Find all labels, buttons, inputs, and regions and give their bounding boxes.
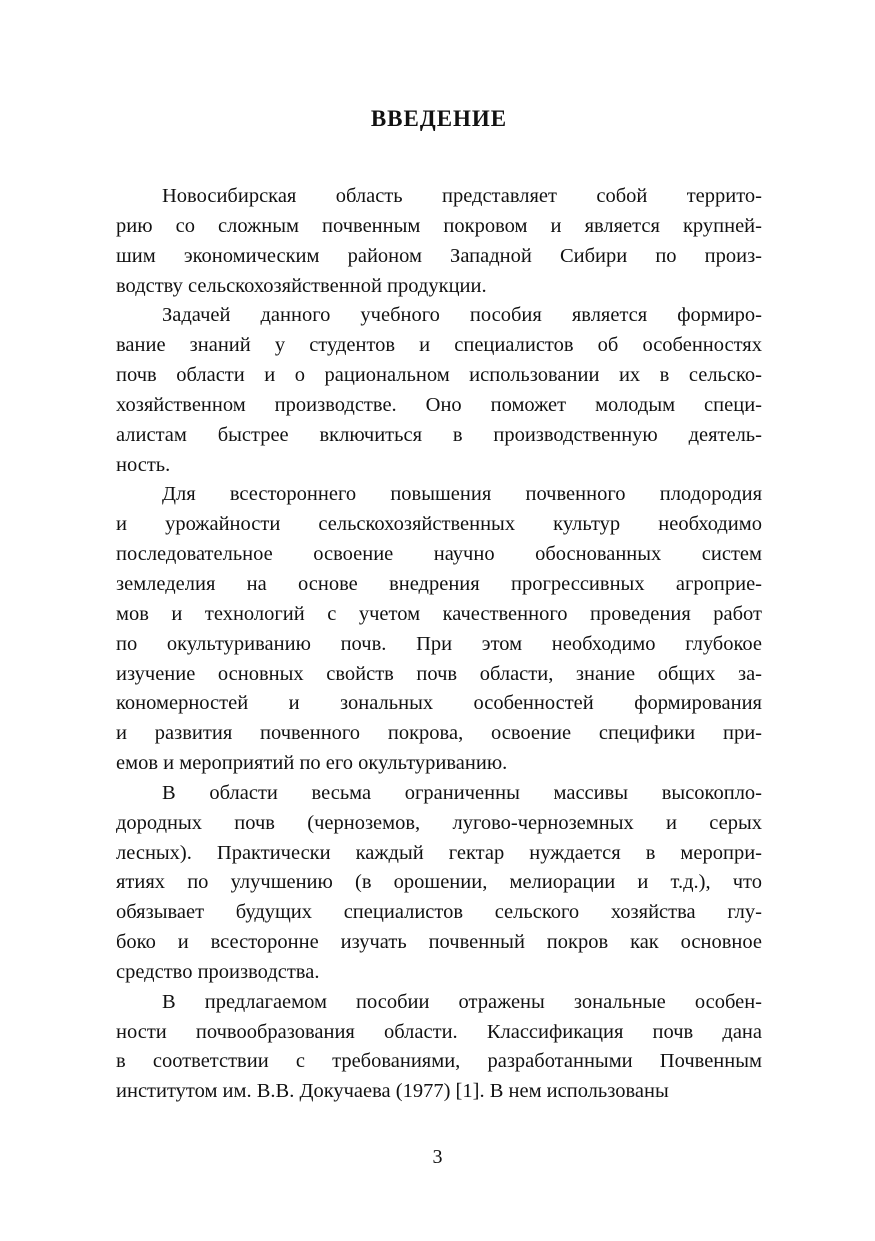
text-line: Новосибирская область представляет собой террито-: [162, 185, 762, 207]
text-line: обязывает будущих специалистов сельского хозяйства глу-: [116, 901, 762, 924]
paragraph: [116, 182, 762, 301]
text-line: рию со сложным почвенным покровом и является крупней-: [116, 214, 762, 237]
text-line: институтом им. В.В. Докучаева (1977) [1]. В нем использованы: [116, 1080, 669, 1103]
text-line: изучение основных свойств почв области, знание общих за-: [116, 662, 762, 685]
text-line: Задачей данного учебного пособия является формиро-: [162, 304, 762, 327]
text-line: емов и мероприятий по его окультуриванию.: [116, 752, 508, 775]
text-line: мов и технологий с учетом качественного проведения работ: [116, 602, 762, 625]
text-line: по окультуриванию почв. При этом необходимо глубокое: [116, 632, 762, 655]
paragraph: [116, 301, 762, 480]
text-line: В предлагаемом пособии отражены зональные особен-: [162, 990, 762, 1013]
page-number: 3: [432, 1146, 443, 1168]
text-line: шим экономическим районом Западной Сибири по произ-: [116, 244, 762, 267]
page-title: ВВЕДЕНИЕ: [370, 106, 508, 131]
text-line: и урожайности сельскохозяйственных культур необходимо: [116, 513, 762, 536]
text-line: лесных). Практически каждый гектар нуждается в меропри-: [116, 841, 762, 864]
paragraph: [116, 480, 762, 778]
text-line: дородных почв (черноземов, лугово-черноземных и серых: [116, 811, 762, 834]
text-line: боко и всесторонне изучать почвенный покров как основное: [116, 931, 762, 954]
text-line: средство производства.: [116, 960, 320, 983]
text-line: водству сельскохозяйственной продукции.: [116, 274, 487, 297]
text-line: в соответствии с требованиями, разработанными Почвенным: [116, 1050, 762, 1073]
text-line: хозяйственном производстве. Оно поможет молодым специ-: [116, 393, 762, 416]
paragraph: [116, 779, 762, 988]
text-line: ность.: [116, 453, 171, 476]
text-line: кономерностей и зональных особенностей формирования: [116, 692, 762, 715]
text-line: ятиях по улучшению (в орошении, мелиорации и т.д.), что: [116, 871, 762, 894]
text-line: ности почвообразования области. Классификация почв дана: [116, 1020, 762, 1043]
text-line: почв области и о рациональном использовании их в сельско-: [116, 364, 762, 387]
text-line: и развития почвенного покрова, освоение специфики при-: [116, 722, 762, 745]
text-line: вание знаний у студентов и специалистов об особенностях: [116, 334, 762, 357]
text-line: земледелия на основе внедрения прогрессивных агроприе-: [116, 572, 762, 595]
text-line: Для всестороннего повышения почвенного плодородия: [162, 483, 762, 506]
text-line: последовательное освоение научно обоснованных систем: [116, 543, 762, 566]
body-text: [116, 182, 762, 1107]
text-line: алистам быстрее включиться в производственную деятель-: [116, 423, 762, 446]
text-line: В области весьма ограниченны массивы высокопло-: [162, 781, 762, 804]
paragraph: [116, 988, 762, 1107]
